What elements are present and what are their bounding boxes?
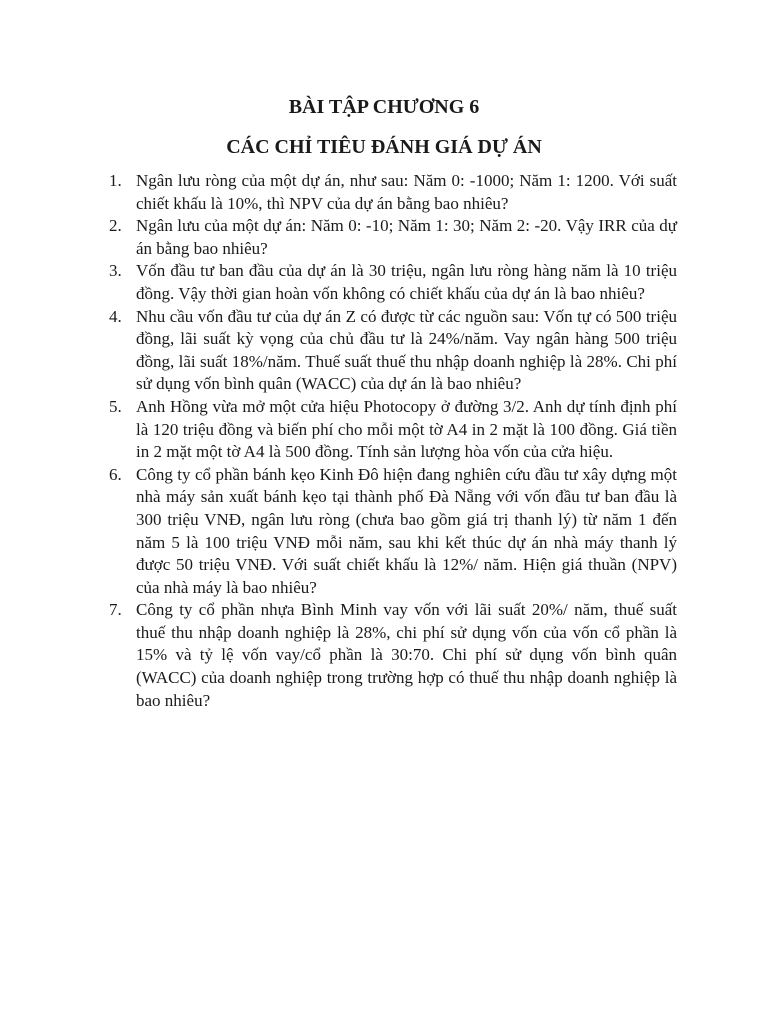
exercise-number: 4. bbox=[109, 306, 122, 326]
exercise-item-4 bbox=[109, 306, 677, 396]
exercise-number: 7. bbox=[109, 600, 122, 620]
exercise-text: Anh Hồng vừa mở một cửa hiệu Photocopy ở đường 3/2. Anh dự tính định phí là 120 triệu đồng và biến phí cho mỗi một tờ A4 in 2 mặt là 100 đồng. Giá tiền in 2 mặt một tờ A4 là 500 đồng. Tính sản lượng hòa vốn của cửa hiệu. bbox=[136, 396, 677, 462]
exercise-text: Vốn đầu tư ban đầu của dự án là 30 triệu, ngân lưu ròng hàng năm là 10 triệu đồng. Vậy thời gian hoàn vốn không có chiết khấu của dự án là bao nhiêu? bbox=[136, 261, 677, 303]
document-title: BÀI TẬP CHƯƠNG 6 bbox=[288, 96, 480, 118]
exercise-text: Ngân lưu ròng của một dự án, như sau: Năm 0: -1000; Năm 1: 1200. Với suất chiết khấu là 10%, thì NPV của dự án bằng bao nhiêu? bbox=[136, 171, 677, 213]
exercise-number: 2. bbox=[109, 216, 122, 236]
exercise-text: Công ty cổ phần bánh kẹo Kinh Đô hiện đang nghiên cứu đầu tư xây dựng một nhà máy sản xuất bánh kẹo tại thành phố Đà Nẵng với vốn đầu tư ban đầu là 300 triệu VNĐ, ngân lưu ròng (chưa bao gồm giá trị thanh lý) từ năm 1 đến năm 5 là 100 triệu VNĐ mỗi năm, sau khi kết thúc dự án nhà máy thanh lý được 50 triệu VNĐ. Với suất chiết khấu là 12%/ năm. Hiện giá thuần (NPV) của nhà máy là bao nhiêu? bbox=[136, 464, 677, 597]
exercise-number: 6. bbox=[109, 464, 122, 484]
document-subtitle: CÁC CHỈ TIÊU ĐÁNH GIÁ DỰ ÁN bbox=[226, 136, 542, 158]
exercise-list bbox=[109, 170, 677, 712]
exercise-text: Ngân lưu của một dự án: Năm 0: -10; Năm 1: 30; Năm 2: -20. Vậy IRR của dự án bằng bao nhiêu? bbox=[136, 216, 677, 258]
exercise-item-7 bbox=[109, 599, 677, 712]
exercise-item-2 bbox=[109, 215, 677, 260]
exercise-item-3 bbox=[109, 260, 677, 305]
exercise-item-1 bbox=[109, 170, 677, 215]
exercise-number: 1. bbox=[109, 171, 122, 190]
exercise-text: Công ty cổ phần nhựa Bình Minh vay vốn với lãi suất 20%/ năm, thuế suất thuế thu nhập doanh nghiệp là 28%, chi phí sử dụng vốn của vốn cổ phần là 15% và tỷ lệ vốn vay/cổ phần là 30:70. Chi phí sử dụng vốn bình quân (WACC) của doanh nghiệp trong trường hợp có thuế thu nhập doanh nghiệp là bao nhiêu? bbox=[136, 600, 677, 710]
exercise-text: Nhu cầu vốn đầu tư của dự án Z có được từ các nguồn sau: Vốn tự có 500 triệu đồng, lãi suất kỳ vọng của chủ đầu tư là 24%/năm. Vay ngân hàng 500 triệu đồng, lãi suất 18%/năm. Thuế suất thuế thu nhập doanh nghiệp là 28%. Chi phí sử dụng vốn bình quân (WACC) của dự án là bao nhiêu? bbox=[136, 306, 677, 394]
exercise-number: 3. bbox=[109, 261, 122, 281]
exercise-number: 5. bbox=[109, 396, 122, 416]
exercise-item-6 bbox=[109, 464, 677, 600]
exercise-item-5 bbox=[109, 396, 677, 464]
